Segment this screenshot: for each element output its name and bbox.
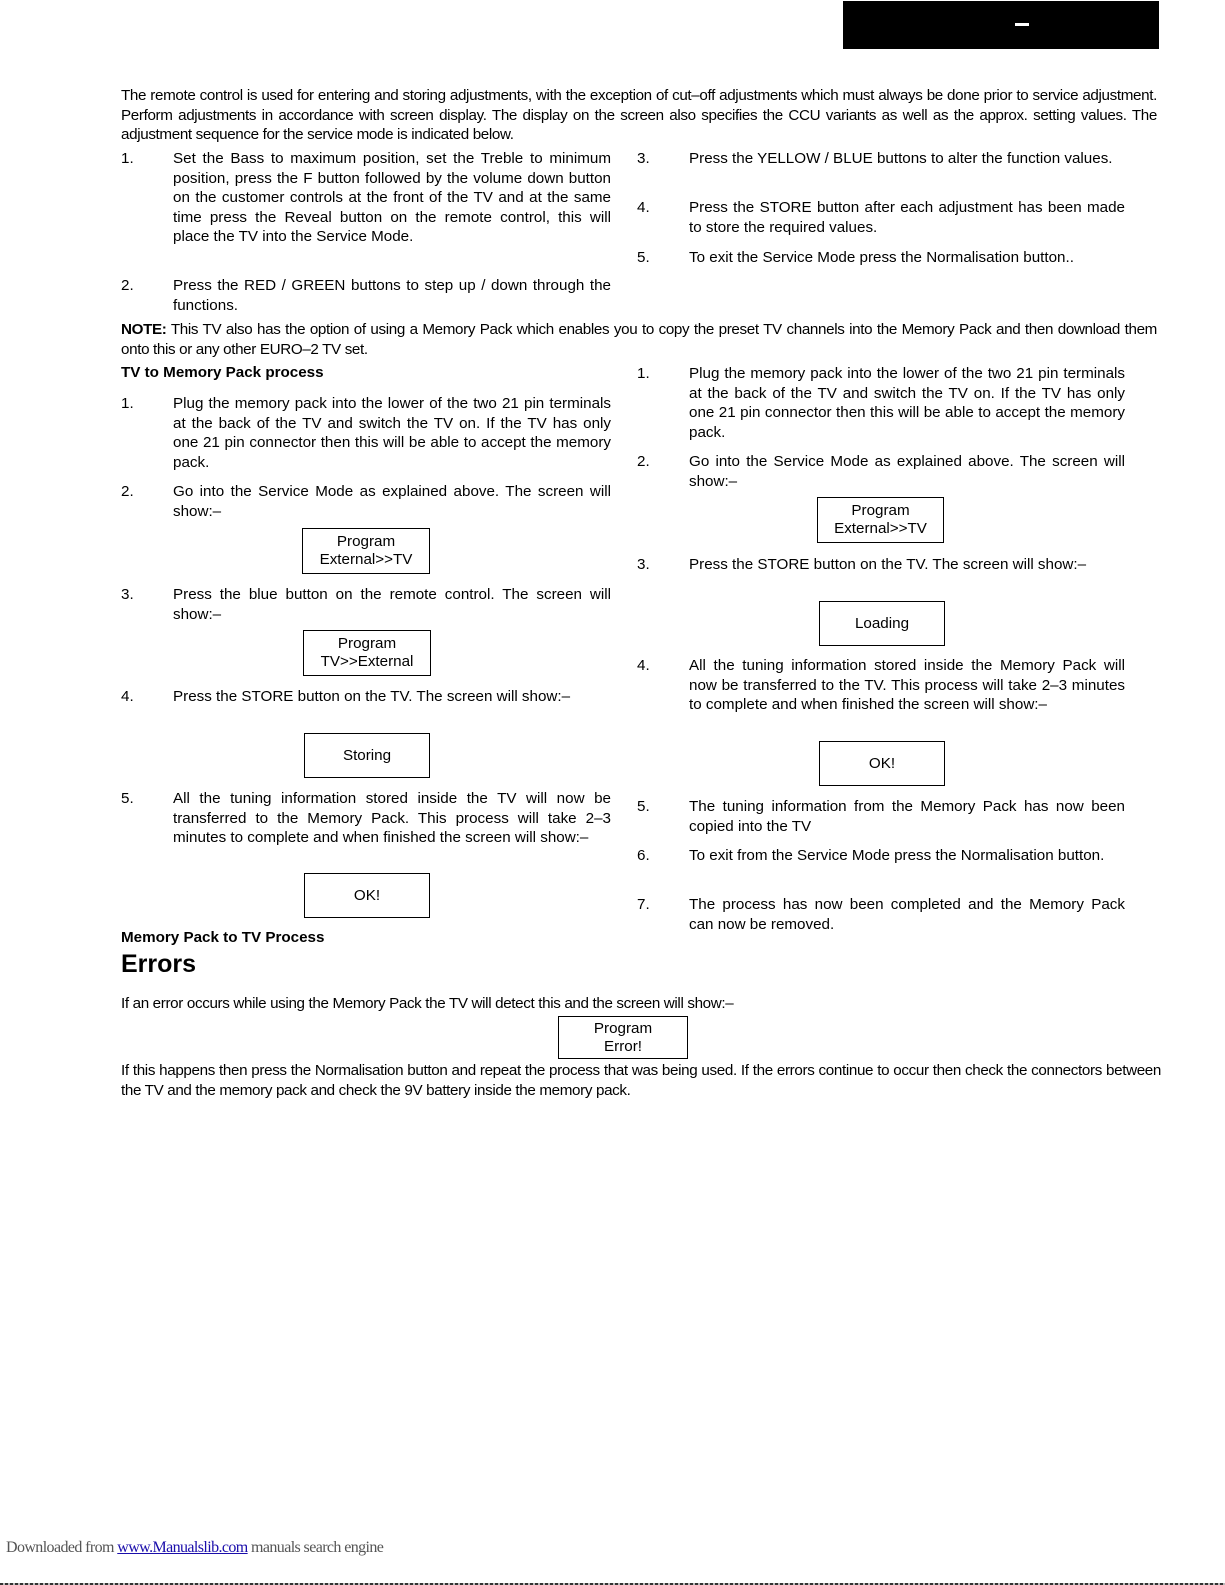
screen-line: Loading [854, 614, 910, 632]
step-text: Press the STORE button on the TV. The screen will show:– [173, 688, 571, 705]
screen-display-ok [819, 741, 945, 786]
step-text: All the tuning information stored inside the TV will now be transferred to the Memory Pack. This process will take 2–3 minutes to complete and when finished the screen will show:– [173, 790, 611, 846]
screen-line: Program [851, 502, 910, 519]
step-text: The tuning information from the Memory Pack has now been copied into the TV [689, 798, 1125, 835]
step-number: 1. [121, 150, 134, 167]
step-number: 4. [121, 688, 134, 705]
step-text: Go into the Service Mode as explained above. The screen will show:– [173, 483, 611, 520]
tv-to-pack-heading: TV to Memory Pack process [121, 364, 324, 381]
step-text: All the tuning information stored inside the Memory Pack will now be transferred to the TV. This process will take 2–3 minutes to complete and when finished the screen will show:– [689, 657, 1125, 713]
screen-line: Program [593, 1019, 653, 1037]
download-footer [6, 1539, 383, 1557]
step-number: 4. [637, 657, 650, 674]
pack-to-tv-heading: Memory Pack to TV Process [121, 929, 325, 946]
step-text: Plug the memory pack into the lower of the two 21 pin terminals at the back of the TV and switch the TV on. If the TV has only one 21 pin connector then this will be able to accept the memory pack. [689, 365, 1125, 441]
screen-line: OK! [868, 754, 896, 772]
step-text: Press the STORE button on the TV. The screen will show:– [689, 556, 1087, 573]
step-number: 2. [637, 453, 650, 470]
note-paragraph [121, 320, 1157, 359]
step-text: Press the RED / GREEN buttons to step up / down through the functions. [173, 277, 611, 314]
screen-line: Program [336, 533, 396, 550]
screen-display-loading [819, 601, 945, 646]
screen-line: TV>>External [320, 653, 414, 670]
step-number: 2. [121, 483, 134, 500]
header-bar [843, 1, 1159, 49]
step-number: 7. [637, 896, 650, 913]
step-number: 6. [637, 847, 650, 864]
screen-line: OK! [353, 886, 381, 904]
step-number: 5. [121, 790, 134, 807]
screen-display-storing [304, 733, 430, 778]
step-text: The process has now been completed and the Memory Pack can now be removed. [689, 896, 1125, 933]
step-text: To exit from the Service Mode press the Normalisation button. [689, 847, 1105, 864]
errors-intro: If an error occurs while using the Memory Pack the TV will detect this and the screen will show:– [121, 995, 734, 1012]
screen-line: Storing [342, 746, 392, 764]
footer-suffix: manuals search engine [247, 1539, 384, 1556]
manualslib-link[interactable]: www.Manualslib.com [117, 1539, 248, 1556]
step-number: 1. [121, 395, 134, 412]
step-number: 5. [637, 249, 650, 266]
screen-display-tv-to-external [303, 630, 431, 676]
step-text: To exit the Service Mode press the Normalisation button.. [689, 249, 1074, 266]
step-text: Press the YELLOW / BLUE buttons to alter the function values. [689, 150, 1113, 167]
screen-display-ok [304, 873, 430, 918]
screen-display-external-to-tv [302, 528, 430, 574]
step-text: Press the blue button on the remote control. The screen will show:– [173, 586, 611, 623]
note-label: NOTE: [121, 321, 167, 338]
step-number: 3. [637, 556, 650, 573]
step-text: Press the STORE button after each adjustment has been made to store the required values. [689, 199, 1125, 236]
step-text: Plug the memory pack into the lower of the two 21 pin terminals at the back of the TV and switch the TV on. If the TV has only one 21 pin connector then this will be able to accept the memory pack. [173, 395, 611, 471]
footer-prefix: Downloaded from [6, 1539, 118, 1556]
step-text: Set the Bass to maximum position, set the Treble to minimum position, press the F button followed by the volume down button on the customer controls at the front of the TV and at the same time press the Reveal button on the remote control, this will place the TV into the Service Mode. [173, 150, 611, 245]
screen-line: External>>TV [834, 520, 927, 537]
step-number: 1. [637, 365, 650, 382]
errors-advice: If this happens then press the Normalisation button and repeat the process that was being used. If the errors continue to occur then check the connectors between the TV and the memory pack and check the 9V battery inside the memory pack. [121, 1062, 1161, 1099]
step-number: 5. [637, 798, 650, 815]
intro-paragraph: The remote control is used for entering and storing adjustments, with the exception of cut–off adjustments which must always be done prior to service adjustment. Perform adjustments in accordance with screen display. The display on the screen also specifies the CCU variants as well as the approx. setting values. The adjustment sequence for the service mode is indicated below. [121, 87, 1157, 143]
step-number: 2. [121, 277, 134, 294]
header-dash [1015, 23, 1029, 26]
step-number: 3. [637, 150, 650, 167]
screen-display-error [558, 1016, 688, 1059]
screen-line: Program [337, 635, 397, 652]
screen-line: Error! [604, 1037, 642, 1055]
screen-line: External>>TV [319, 551, 413, 568]
screen-display-external-to-tv [817, 497, 944, 543]
note-text: This TV also has the option of using a Memory Pack which enables you to copy the preset TV channels into the Memory Pack and then download them onto this or any other EURO–2 TV set. [121, 321, 1157, 358]
errors-heading: Errors [121, 950, 197, 978]
step-number: 4. [637, 199, 650, 216]
step-text: Go into the Service Mode as explained above. The screen will show:– [689, 453, 1125, 490]
step-number: 3. [121, 586, 134, 603]
